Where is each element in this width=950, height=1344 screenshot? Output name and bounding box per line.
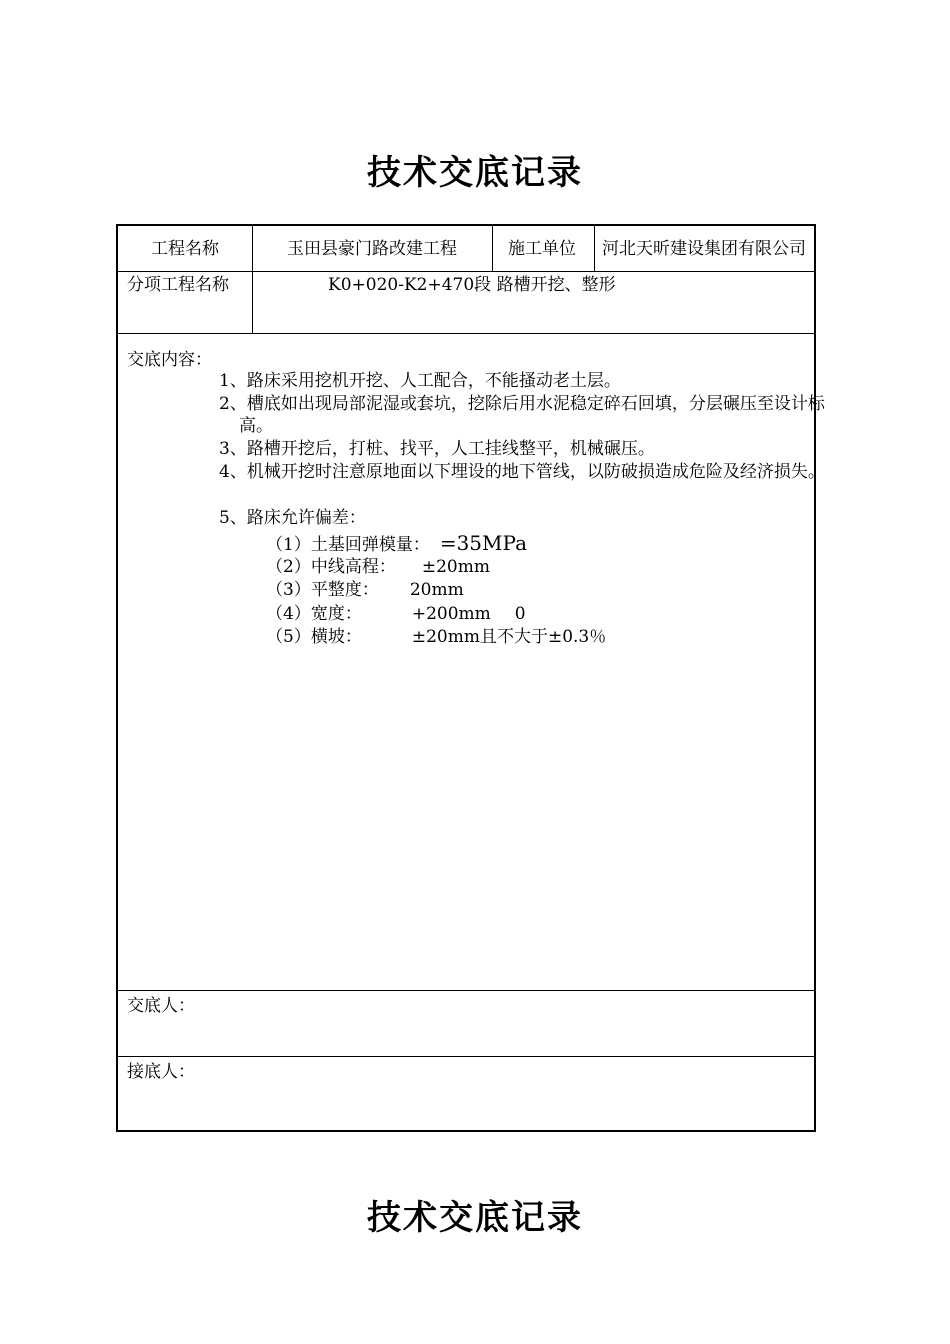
content-label: 交底内容： — [127, 350, 212, 370]
construction-unit-value: 河北天昕建设集团有限公司 — [602, 238, 806, 259]
tolerance-value: =35MPa — [439, 531, 527, 555]
page-title-next: 技术交底记录 — [367, 1198, 583, 1238]
record-table — [116, 224, 825, 1132]
tolerance-value: ±20mm — [421, 557, 490, 577]
divider — [118, 1056, 814, 1057]
content-item: 3、路槽开挖后，打桩、找平，人工挂线整平，机械碾压。 — [219, 439, 655, 459]
content-item: 1、路床采用挖机开挖、人工配合，不能搔动老土层。 — [219, 371, 621, 391]
divider — [118, 271, 814, 272]
content-item: 5、路床允许偏差： — [219, 508, 366, 528]
tolerance-value: ±20mm且不大于±0.3％ — [411, 627, 607, 647]
divider — [492, 226, 493, 271]
tolerance-label: （4）宽度： — [266, 604, 362, 624]
tolerance-label: （5）横坡： — [266, 627, 362, 647]
tolerance-label: （2）中线高程： — [266, 557, 396, 577]
tolerance-row — [266, 626, 606, 648]
divider — [118, 990, 814, 991]
tolerance-label: （3）平整度： — [266, 580, 379, 600]
content-item: 4、机械开挖时注意原地面以下埋设的地下管线，以防破损造成危险及经济损失。 — [219, 462, 825, 482]
project-name-label: 工程名称 — [151, 238, 219, 259]
page-title: 技术交底记录 — [367, 153, 583, 193]
project-name-value: 玉田县豪门路改建工程 — [287, 238, 457, 259]
sub-project-label: 分项工程名称 — [127, 275, 229, 295]
tolerance-label: （1）土基回弹模量： — [266, 535, 430, 555]
divider — [118, 333, 814, 334]
construction-unit-label: 施工单位 — [508, 238, 576, 259]
tolerance-row — [266, 532, 527, 556]
content-item: 2、槽底如出现局部泥湿或套坑，挖除后用水泥稳定碎石回填，分层碾压至设计标高。 — [219, 394, 825, 436]
tolerance-row — [266, 556, 490, 578]
tolerance-row — [266, 579, 464, 601]
tolerance-value: +200mm — [411, 604, 491, 624]
tolerance-extra: 0 — [514, 604, 526, 624]
receiver-label: 接底人： — [127, 1062, 195, 1082]
divider — [252, 226, 253, 333]
tolerance-row — [266, 603, 526, 625]
sub-project-value: K0+020-K2+470段 路槽开挖、整形 — [328, 275, 616, 295]
giver-label: 交底人： — [127, 996, 195, 1016]
divider — [594, 226, 595, 271]
tolerance-value: 20mm — [409, 580, 464, 600]
